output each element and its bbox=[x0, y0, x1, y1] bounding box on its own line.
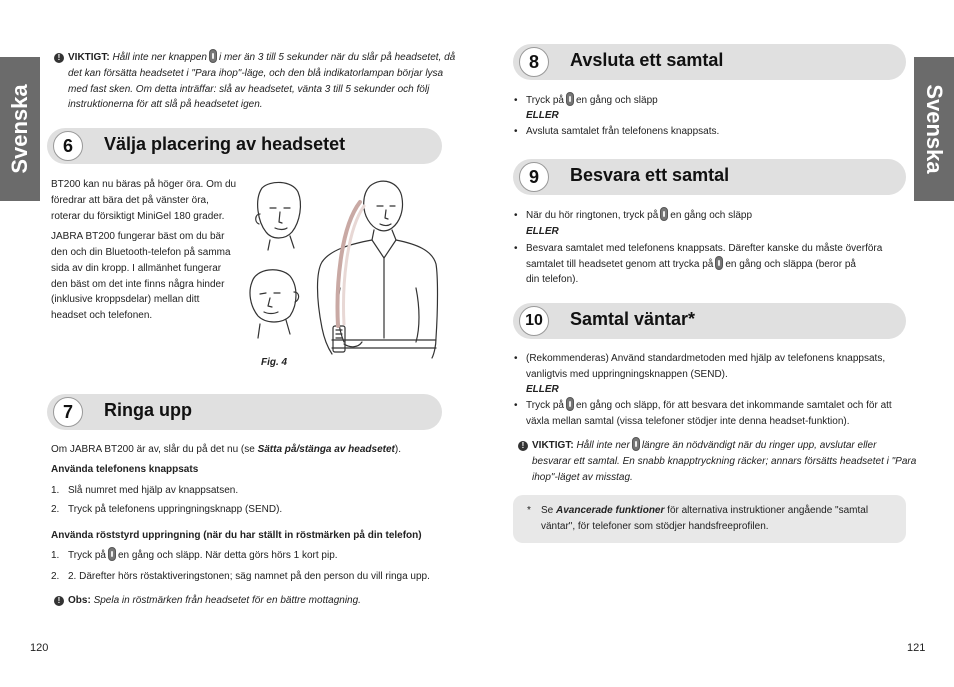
obs-note: Obs: Spela in röstmärken från headsetet för en bättre mottagning. bbox=[68, 595, 361, 606]
section8-title: Avsluta ett samtal bbox=[570, 50, 724, 70]
section6-title: Välja placering av headsetet bbox=[104, 134, 346, 154]
bullet: • bbox=[514, 353, 518, 364]
voice-step-1: 1. Tryck på en gång och släpp. När detta görs hörs 1 kort pip. bbox=[51, 548, 59, 564]
section10-title: Samtal väntar* bbox=[570, 309, 696, 329]
important-line2: det kan försätta headsetet i "Para ihop"-läge, och den blå indikatorlampan börjar lysa bbox=[68, 68, 444, 79]
advanced-features-link: Avancerade funktioner bbox=[556, 505, 665, 516]
section7-number: 7 bbox=[53, 397, 83, 427]
section9-number: 9 bbox=[519, 162, 549, 192]
section10-note-line3: ihop"-läget av misstag. bbox=[532, 472, 633, 483]
bullet: • bbox=[514, 95, 518, 106]
section8-number: 8 bbox=[519, 47, 549, 77]
headset-wearing-illustration bbox=[240, 178, 440, 370]
side-tab-left-label: Svenska bbox=[7, 84, 32, 174]
headset-button-icon bbox=[715, 256, 723, 270]
footnote-box bbox=[513, 495, 906, 543]
footnote-line1: Se Avancerade funktioner för alternativa instruktioner angående "samtal bbox=[541, 505, 869, 516]
voice-step-2: 2. 2. Därefter hörs röstaktiveringstonen; säg namnet på den person du vill ringa upp. bbox=[51, 571, 430, 582]
section10-number: 10 bbox=[519, 306, 549, 336]
headset-button-icon bbox=[632, 437, 640, 451]
section10-or: ELLER bbox=[526, 384, 559, 395]
section9-item2-line3: din telefon). bbox=[526, 274, 579, 285]
keypad-step-1: 1. Slå numret med hjälp av knappsatsen. bbox=[51, 485, 239, 496]
section9-item2-line2: samtalet till headsetet genom att trycka på en gång och släppa (beror på bbox=[526, 257, 856, 273]
section9-title: Besvara ett samtal bbox=[570, 165, 730, 185]
side-tab-left bbox=[0, 57, 40, 201]
section8-item1: Tryck på en gång och släpp bbox=[526, 93, 658, 109]
important-line4: instruktionerna för att slå på headsetet igen. bbox=[68, 99, 263, 110]
obs-icon: ! bbox=[54, 596, 64, 606]
bullet: • bbox=[514, 126, 518, 137]
section10-note-line1: VIKTIGT: Håll inte ner längre än nödvändigt när du ringer upp, avslutar eller bbox=[532, 438, 876, 454]
footnote-line2: väntar", för telefoner som stödjer handsfreeprofilen. bbox=[541, 521, 769, 532]
headset-button-icon bbox=[209, 49, 217, 63]
section9-item1: När du hör ringtonen, tryck på en gång och släpp bbox=[526, 208, 752, 224]
section10-note-line2: besvarar ett samtal. En snabb knapptryckning räcker; annars försätts headsetet i "Para bbox=[532, 456, 917, 467]
important-line3: med fast sken. Om detta inträffar: slå av headsetet, vänta 3 till 5 sekunder och följ bbox=[68, 84, 430, 95]
section10-item2-line2: växla mellan samtal (vissa telefoner stödjer inte denna headset-funktion). bbox=[526, 416, 850, 427]
section6-number: 6 bbox=[53, 131, 83, 161]
keypad-step-2: 2. Tryck på telefonens uppringningsknapp (SEND). bbox=[51, 504, 283, 515]
bullet: • bbox=[514, 243, 518, 254]
bullet: • bbox=[514, 210, 518, 221]
voice-heading: Använda röststyrd uppringning (när du har ställt in röstmärken på din telefon) bbox=[51, 530, 422, 541]
important-line1: VIKTIGT: Håll inte ner knappen i mer än 3 till 5 sekunder när du slår på headsetet, då bbox=[68, 50, 455, 66]
page-number-right: 121 bbox=[907, 642, 926, 654]
section8-or: ELLER bbox=[526, 110, 559, 121]
footnote-star: * bbox=[527, 505, 531, 516]
section7-header bbox=[47, 394, 442, 430]
section8-header bbox=[513, 44, 906, 80]
headset-button-icon bbox=[660, 207, 668, 221]
bullet: • bbox=[514, 400, 518, 411]
section9-item2-line1: Besvara samtalet med telefonens knappsats. Därefter kanske du måste överföra bbox=[526, 243, 883, 254]
headset-button-icon bbox=[108, 547, 116, 561]
page-number-left: 120 bbox=[30, 642, 49, 654]
power-on-link: Sätta på/stänga av headsetet bbox=[257, 444, 395, 455]
section10-item1-line2: vanligtvis med uppringningsknappen (SEND). bbox=[526, 369, 728, 380]
section9-header bbox=[513, 159, 906, 195]
headset-button-icon bbox=[566, 397, 574, 411]
keypad-heading: Använda telefonens knappsats bbox=[51, 464, 199, 475]
headset-button-icon bbox=[566, 92, 574, 106]
side-tab-right-label: Svenska bbox=[922, 84, 947, 174]
figure-caption: Fig. 4 bbox=[261, 357, 288, 368]
section8-item2: Avsluta samtalet från telefonens knappsats. bbox=[526, 126, 720, 137]
section7-title: Ringa upp bbox=[104, 400, 192, 420]
section10-header bbox=[513, 303, 906, 339]
side-tab-right bbox=[914, 57, 954, 201]
section6-header bbox=[47, 128, 442, 164]
section10-item1-line1: (Rekommenderas) Använd standardmetoden med hjälp av telefonens knappsats, bbox=[526, 353, 886, 364]
section10-item2-line1: Tryck på en gång och släpp, för att besvara det inkommande samtalet och för att bbox=[526, 398, 892, 414]
important-icon: ! bbox=[518, 441, 528, 451]
section7-intro: Om JABRA BT200 är av, slår du på det nu (se Sätta på/stänga av headsetet). bbox=[51, 444, 401, 455]
important-icon: ! bbox=[54, 53, 64, 63]
section9-or: ELLER bbox=[526, 226, 559, 237]
